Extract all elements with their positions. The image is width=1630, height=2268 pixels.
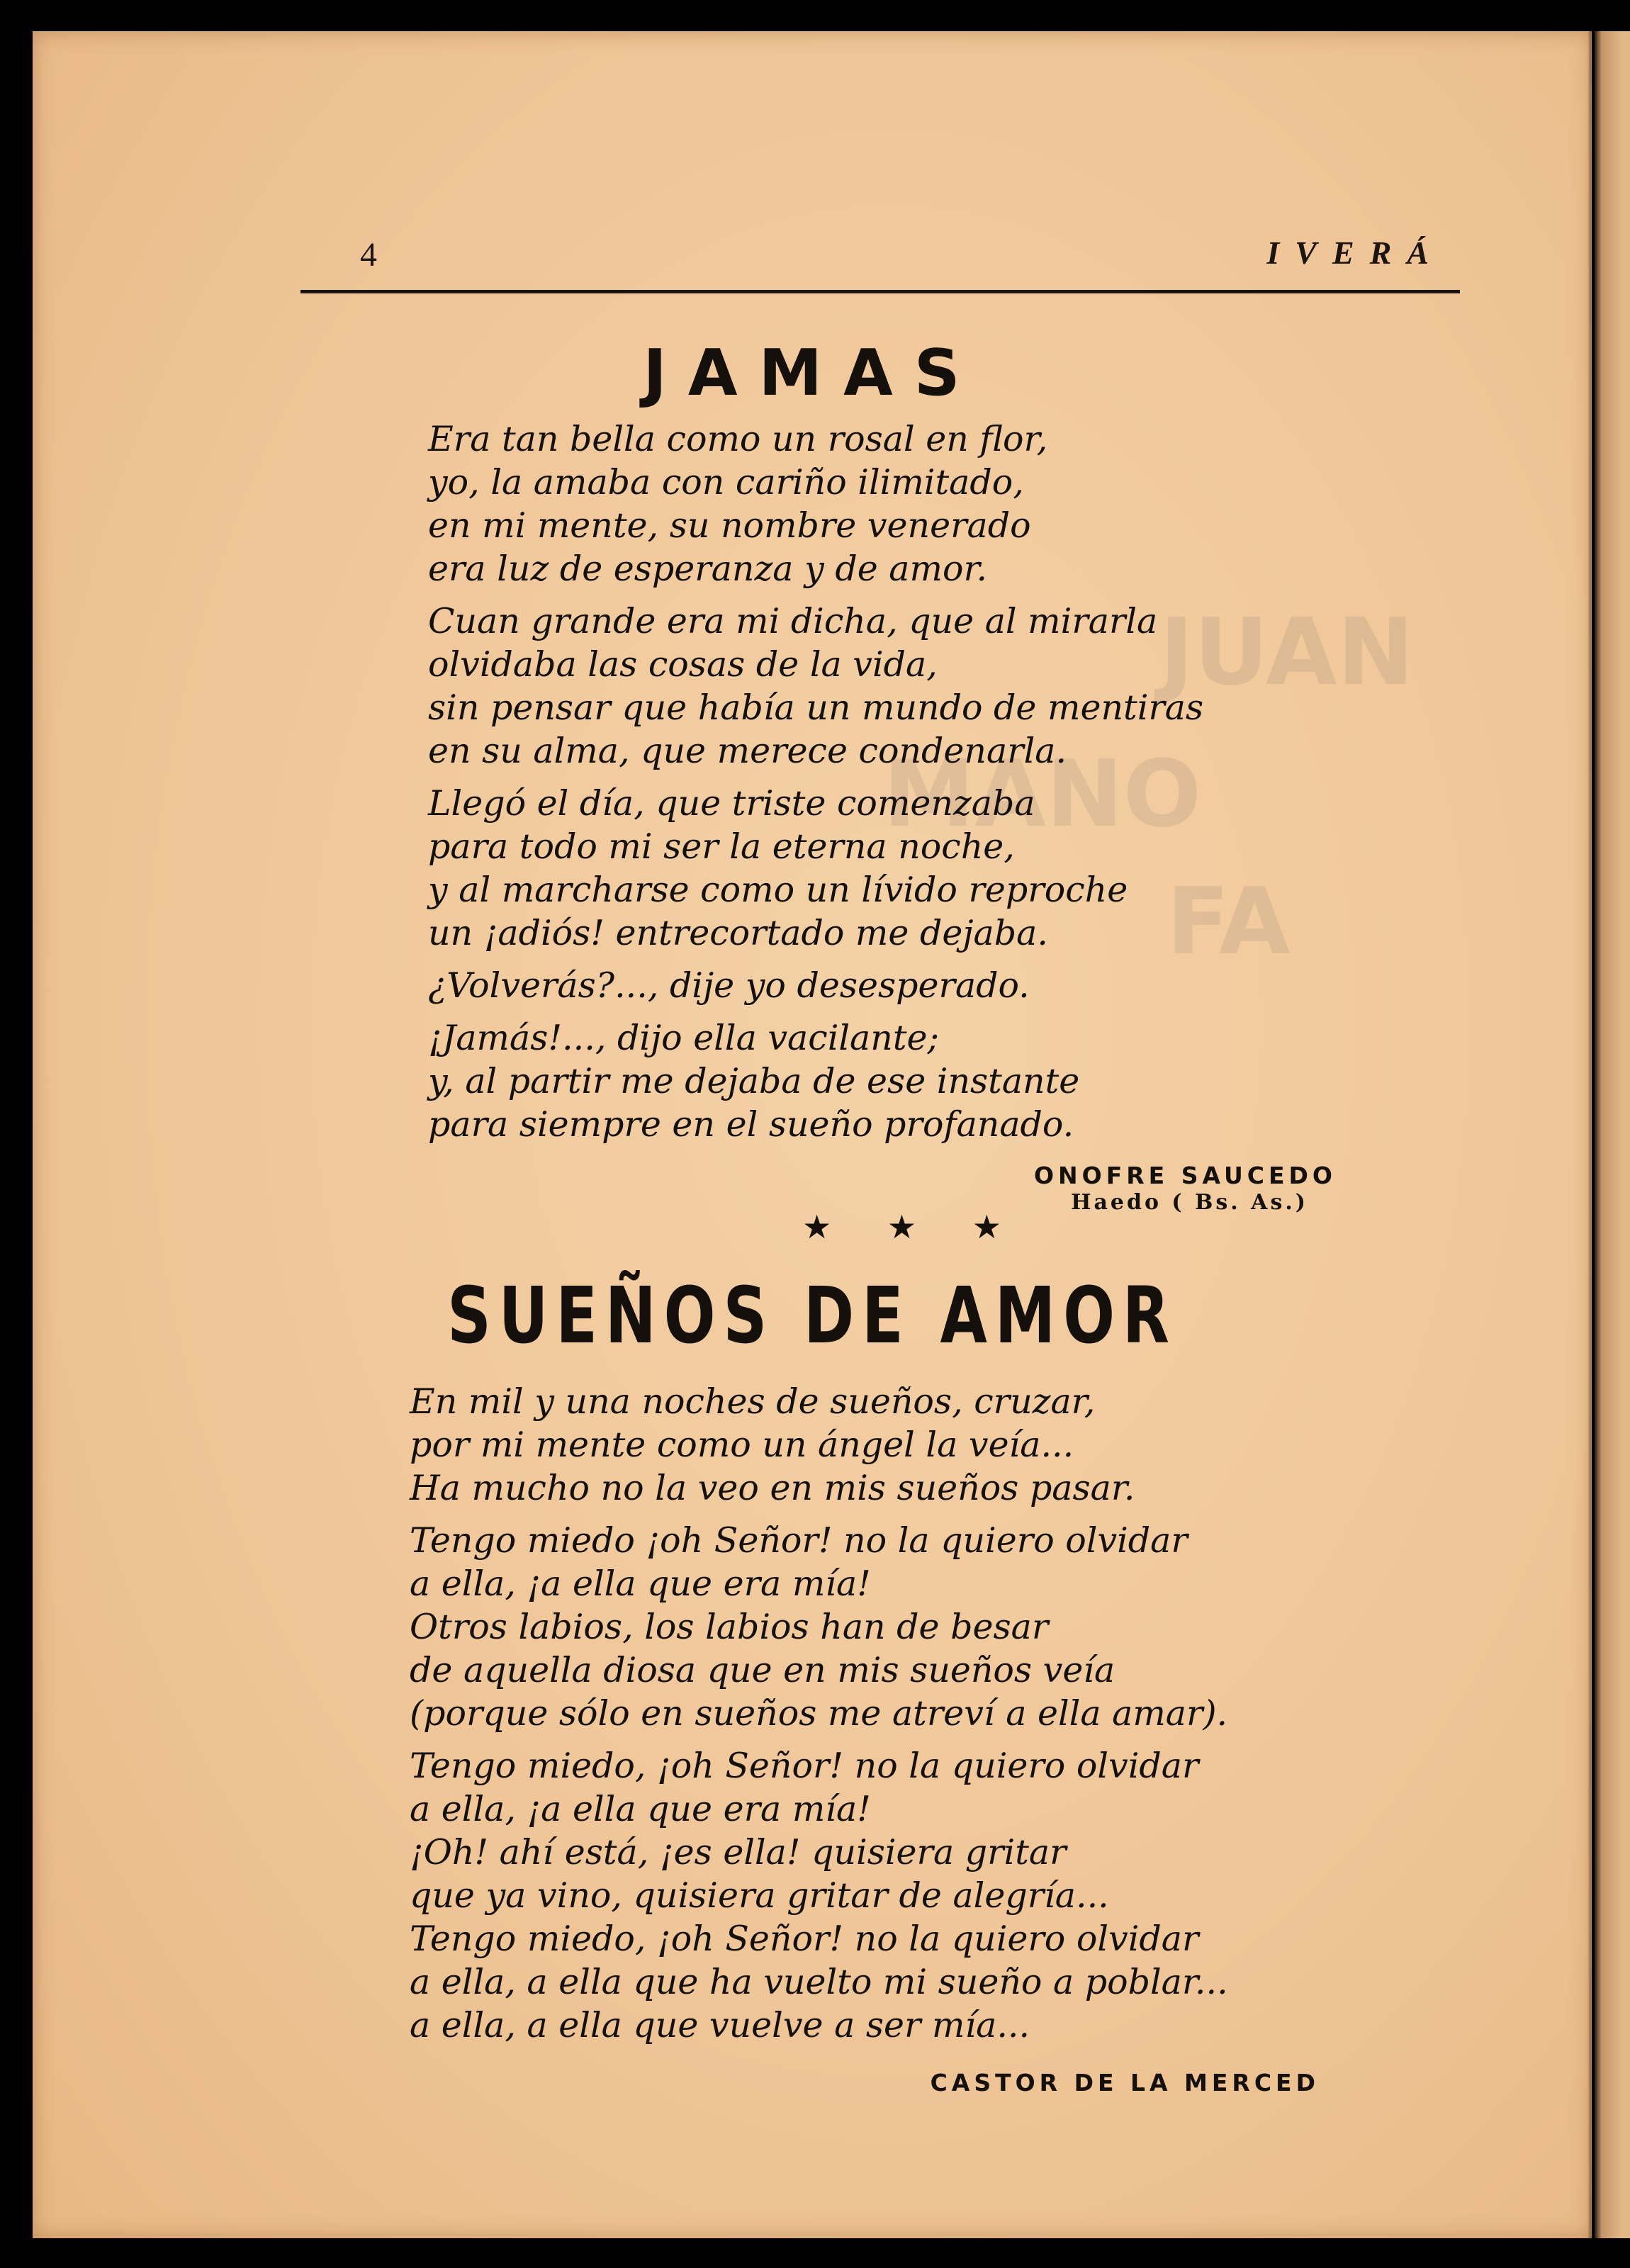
poem-line: ¡Oh! ahí está, ¡es ella! quisiera gritar: [410, 1832, 1067, 1873]
poem-author-castor: CASTOR DE LA MERCED: [930, 2069, 1320, 2096]
poem-line: sin pensar que había un mundo de mentiras: [428, 687, 1204, 728]
next-page-edge: [1595, 31, 1630, 2238]
poem-line: (porque sólo en sueños me atreví a ella amar).: [410, 1693, 1228, 1734]
journal-title: IVERÁ: [1266, 235, 1444, 271]
poem-line: en mi mente, su nombre venerado: [428, 505, 1031, 546]
poem-line: olvidaba las cosas de la vida,: [428, 644, 938, 685]
show-through-text: JUAN: [1159, 598, 1415, 706]
poem-line: y al marcharse como un lívido reproche: [428, 870, 1128, 910]
poem-line: Otros labios, los labios han de besar: [410, 1607, 1049, 1647]
poem-line: de aquella diosa que en mis sueños veía: [410, 1650, 1115, 1690]
show-through-text: FA: [1167, 868, 1291, 975]
section-separator: ★ ★ ★: [802, 1208, 1024, 1246]
poem-line: era luz de esperanza y de amor.: [428, 549, 988, 589]
poem-line: ¿Volverás?..., dije yo desesperado.: [428, 965, 1030, 1006]
show-through-text: MANO: [883, 740, 1202, 848]
poem-line: Tengo miedo, ¡oh Señor! no la quiero olvidar: [410, 1919, 1199, 1959]
poem-line: ¡Jamás!..., dijo ella vacilante;: [428, 1018, 940, 1058]
poem-line: para siempre en el sueño profanado.: [428, 1104, 1074, 1145]
poem-line: por mi mente como un ángel la veía...: [410, 1425, 1074, 1465]
poem-jamas: [428, 417, 1203, 1146]
poem-author-onofre: ONOFRE SAUCEDO: [1033, 1162, 1337, 1189]
header-rule: [300, 290, 1460, 293]
poem-title-jamas: JAMAS: [643, 336, 982, 410]
poem-line: yo, la amaba con cariño ilimitado,: [428, 462, 1024, 503]
poem-line: a ella, a ella que ha vuelto mi sueño a poblar...: [410, 1962, 1228, 2002]
poem-line: para todo mi ser la eterna noche,: [428, 826, 1015, 867]
poem-line: Llegó el día, que triste comenzaba: [428, 783, 1035, 824]
poem-line: Era tan bella como un rosal en flor,: [428, 419, 1048, 459]
page-number: 4: [360, 236, 377, 274]
poem-line: Tengo miedo, ¡oh Señor! no la quiero olvidar: [410, 1746, 1199, 1786]
author-place: Haedo ( Bs. As.): [1071, 1190, 1308, 1215]
poem-line: Cuan grande era mi dicha, que al mirarla: [428, 601, 1158, 641]
poem-line: en su alma, que merece condenarla.: [428, 731, 1067, 771]
poem-line: En mil y una noches de sueños, cruzar,: [410, 1381, 1096, 1422]
poem-title-suenos: SUEÑOS DE AMOR: [447, 1270, 1177, 1361]
poem-line: a ella, a ella que vuelve a ser mía...: [410, 2005, 1030, 2045]
poem-line: que ya vino, quisiera gritar de alegría...: [410, 1875, 1109, 1916]
poem-line: Ha mucho no la veo en mis sueños pasar.: [410, 1468, 1135, 1508]
poem-suenos-de-amor: [410, 1380, 1228, 2047]
poem-line: a ella, ¡a ella que era mía!: [410, 1789, 871, 1829]
poem-line: a ella, ¡a ella que era mía!: [410, 1564, 871, 1604]
page-header: [300, 207, 1460, 274]
poem-line: un ¡adiós! entrecortado me dejaba.: [428, 913, 1048, 953]
magazine-page: [33, 31, 1592, 2238]
poem-line: y, al partir me dejaba de ese instante: [428, 1061, 1080, 1101]
poem-line: Tengo miedo ¡oh Señor! no la quiero olvidar: [410, 1520, 1188, 1561]
